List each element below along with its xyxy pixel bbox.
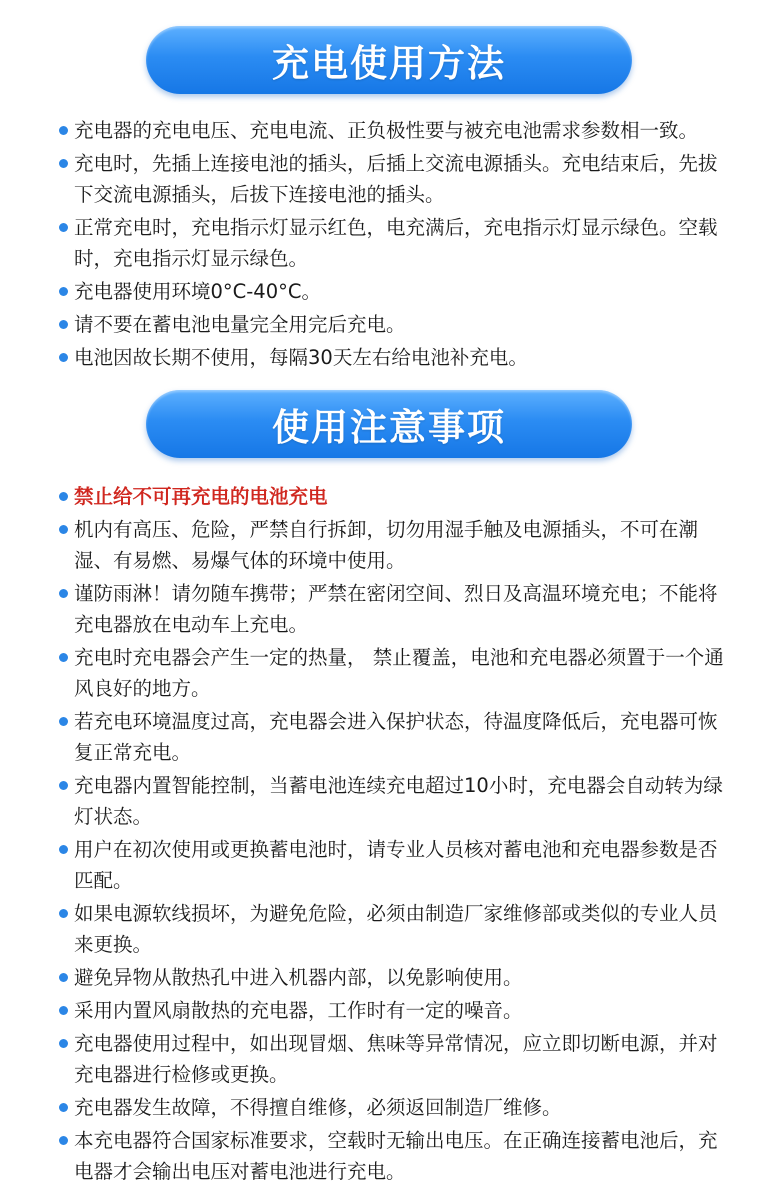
list-item: 机内有高压、危险，严禁自行拆卸，切勿用湿手触及电源插头，不可在潮湿、有易燃、易爆气体的环境中使用。 (0, 514, 778, 576)
list-item: 避免异物从散热孔中进入机器内部，以免影响使用。 (0, 962, 778, 993)
bullet-dot-icon (59, 492, 68, 501)
bullet-dot-icon (59, 287, 68, 296)
list-item: 充电器使用环境0°C-40°C。 (0, 276, 778, 307)
bullet-dot-icon (59, 845, 68, 854)
bullet-dot-icon (59, 1136, 68, 1145)
bullet-dot-icon (59, 653, 68, 662)
bullet-dot-icon (59, 1006, 68, 1015)
list-item: 充电时，先插上连接电池的插头，后插上交流电源插头。充电结束后，先拔下交流电源插头，后拔下连接电池的插头。 (0, 148, 778, 210)
list-item: 谨防雨淋！请勿随车携带；严禁在密闭空间、烈日及高温环境充电；不能将充电器放在电动车上充电。 (0, 578, 778, 640)
usage-instructions-list (0, 115, 778, 375)
bullet-dot-icon (59, 1039, 68, 1048)
bullet-dot-icon (59, 589, 68, 598)
bullet-dot-icon (59, 525, 68, 534)
bullet-dot-icon (59, 717, 68, 726)
bullet-dot-icon (59, 320, 68, 329)
section-header-precautions (146, 390, 632, 458)
bullet-dot-icon (59, 126, 68, 135)
list-item: 充电时充电器会产生一定的热量， 禁止覆盖，电池和充电器必须置于一个通风良好的地方。 (0, 642, 778, 704)
list-item: 充电器使用过程中，如出现冒烟、焦味等异常情况，应立即切断电源，并对充电器进行检修或更换。 (0, 1028, 778, 1090)
bullet-dot-icon (59, 781, 68, 790)
section-header-usage (146, 26, 632, 94)
bullet-dot-icon (59, 1103, 68, 1112)
precautions-list (0, 481, 778, 1189)
list-item: 充电器的充电电压、充电电流、正负极性要与被充电池需求参数相一致。 (0, 115, 778, 146)
section-title: 充电使用方法 (272, 42, 506, 85)
bullet-dot-icon (59, 973, 68, 982)
list-item: 充电器内置智能控制，当蓄电池连续充电超过10小时，充电器会自动转为绿灯状态。 (0, 770, 778, 832)
list-item: 电池因故长期不使用，每隔30天左右给电池补充电。 (0, 342, 778, 373)
warning-item: 禁止给不可再充电的电池充电 (0, 481, 778, 512)
list-item: 如果电源软线损坏，为避免危险，必须由制造厂家维修部或类似的专业人员来更换。 (0, 898, 778, 960)
bullet-dot-icon (59, 353, 68, 362)
bullet-dot-icon (59, 159, 68, 168)
list-item: 采用内置风扇散热的充电器，工作时有一定的噪音。 (0, 995, 778, 1026)
bullet-dot-icon (59, 909, 68, 918)
list-item: 正常充电时，充电指示灯显示红色，电充满后，充电指示灯显示绿色。空载时，充电指示灯显示绿色。 (0, 212, 778, 274)
list-item: 本充电器符合国家标准要求，空载时无输出电压。在正确连接蓄电池后，充电器才会输出电压对蓄电池进行充电。 (0, 1125, 778, 1187)
list-item: 充电器发生故障，不得擅自维修，必须返回制造厂维修。 (0, 1092, 778, 1123)
list-item: 用户在初次使用或更换蓄电池时，请专业人员核对蓄电池和充电器参数是否匹配。 (0, 834, 778, 896)
list-item: 请不要在蓄电池电量完全用完后充电。 (0, 309, 778, 340)
list-item: 若充电环境温度过高，充电器会进入保护状态，待温度降低后，充电器可恢复正常充电。 (0, 706, 778, 768)
bullet-dot-icon (59, 223, 68, 232)
section-title: 使用注意事项 (272, 406, 506, 449)
